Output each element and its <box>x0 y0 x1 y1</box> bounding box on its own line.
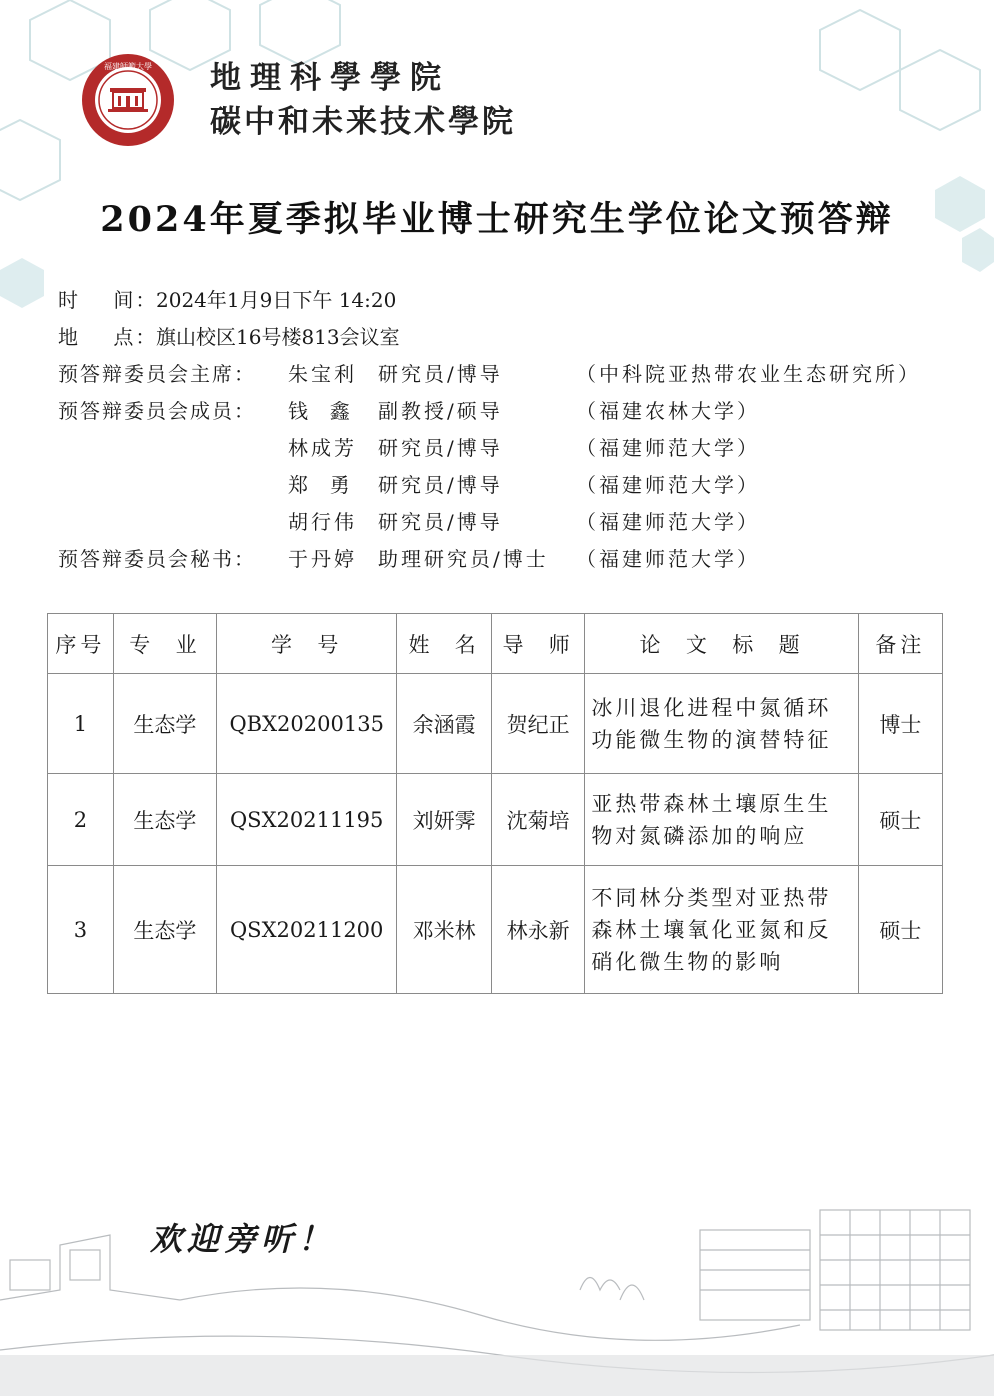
place-label: 地 点： <box>58 325 158 349</box>
committee-member-name: 郑 勇 <box>288 473 353 497</box>
cell-advisor: 沈菊培 <box>491 774 585 866</box>
cell-major: 生态学 <box>113 866 216 994</box>
header-thesis-title: 论 文 标 题 <box>585 614 858 674</box>
cell-remark: 博士 <box>858 674 942 774</box>
committee-member-org: （福建师范大学） <box>576 510 760 534</box>
college-name-geography: 地理科學學院 <box>210 60 450 96</box>
committee-member-name: 林成芳 <box>288 436 357 460</box>
committee-member-org: （福建农林大学） <box>576 399 760 423</box>
committee-member-title: 助理研究员/博士 <box>378 547 549 571</box>
cell-student-id: QSX20211200 <box>217 866 397 994</box>
cell-name: 邓米林 <box>397 866 491 994</box>
header-name: 姓 名 <box>397 614 491 674</box>
table-header-row <box>48 614 943 674</box>
committee-member-name: 朱宝利 <box>288 362 357 386</box>
table-row <box>48 774 943 866</box>
committee-member-org: （中科院亚热带农业生态研究所） <box>576 362 921 386</box>
cell-index: 1 <box>48 674 114 774</box>
cell-major: 生态学 <box>113 674 216 774</box>
welcome-text: 欢迎旁听！ <box>150 1220 336 1258</box>
college-name-carbon-neutral: 碳中和未来技术學院 <box>210 104 516 140</box>
cell-remark: 硕士 <box>858 774 942 866</box>
cell-remark: 硕士 <box>858 866 942 994</box>
university-seal-logo <box>80 52 176 148</box>
committee-member-name: 钱 鑫 <box>288 399 353 423</box>
committee-member-title: 研究员/博导 <box>378 436 503 460</box>
chair-label: 预答辩委员会主席： <box>58 362 256 386</box>
cell-advisor: 林永新 <box>491 866 585 994</box>
time-value: 2024年1月9日下午 14:20 <box>156 288 397 312</box>
committee-member-title: 研究员/博导 <box>378 473 503 497</box>
page-header <box>80 52 516 148</box>
campus-illustration <box>0 1150 994 1396</box>
secretary-label: 预答辩委员会秘书： <box>58 547 256 571</box>
cell-thesis-title: 不同林分类型对亚热带森林土壤氧化亚氮和反硝化微生物的影响 <box>585 866 858 994</box>
header-remark: 备注 <box>858 614 942 674</box>
cell-index: 3 <box>48 866 114 994</box>
header-index: 序号 <box>48 614 114 674</box>
time-label: 时 间： <box>58 288 158 312</box>
cell-student-id: QBX20200135 <box>217 674 397 774</box>
college-names <box>210 56 516 144</box>
cell-student-id: QSX20211195 <box>217 774 397 866</box>
committee-member-org: （福建师范大学） <box>576 547 760 571</box>
cell-index: 2 <box>48 774 114 866</box>
place-value: 旗山校区16号楼813会议室 <box>156 325 400 349</box>
table-row <box>48 674 943 774</box>
cell-thesis-title: 冰川退化进程中氮循环功能微生物的演替特征 <box>585 674 858 774</box>
cell-advisor: 贺纪正 <box>491 674 585 774</box>
committee-member-title: 研究员/博导 <box>378 362 503 386</box>
committee-member-title: 研究员/博导 <box>378 510 503 534</box>
cell-thesis-title: 亚热带森林土壤原生生物对氮磷添加的响应 <box>585 774 858 866</box>
committee-member-title: 副教授/硕导 <box>378 399 503 423</box>
header-advisor: 导 师 <box>491 614 585 674</box>
seal-lettering: 福建師範大學 <box>104 62 152 71</box>
header-student-id: 学 号 <box>217 614 397 674</box>
header-major: 专 业 <box>113 614 216 674</box>
cell-major: 生态学 <box>113 774 216 866</box>
cell-name: 刘妍霁 <box>397 774 491 866</box>
committee-member-name: 胡行伟 <box>288 510 357 534</box>
table-row <box>48 866 943 994</box>
cell-name: 余涵霞 <box>397 674 491 774</box>
thesis-table <box>47 613 943 994</box>
committee-member-org: （福建师范大学） <box>576 436 760 460</box>
page-title: 2024年夏季拟毕业博士研究生学位论文预答辩 <box>100 199 894 240</box>
committee-member-org: （福建师范大学） <box>576 473 760 497</box>
committee-member-name: 于丹婷 <box>288 547 357 571</box>
members-label: 预答辩委员会成员： <box>58 399 256 423</box>
